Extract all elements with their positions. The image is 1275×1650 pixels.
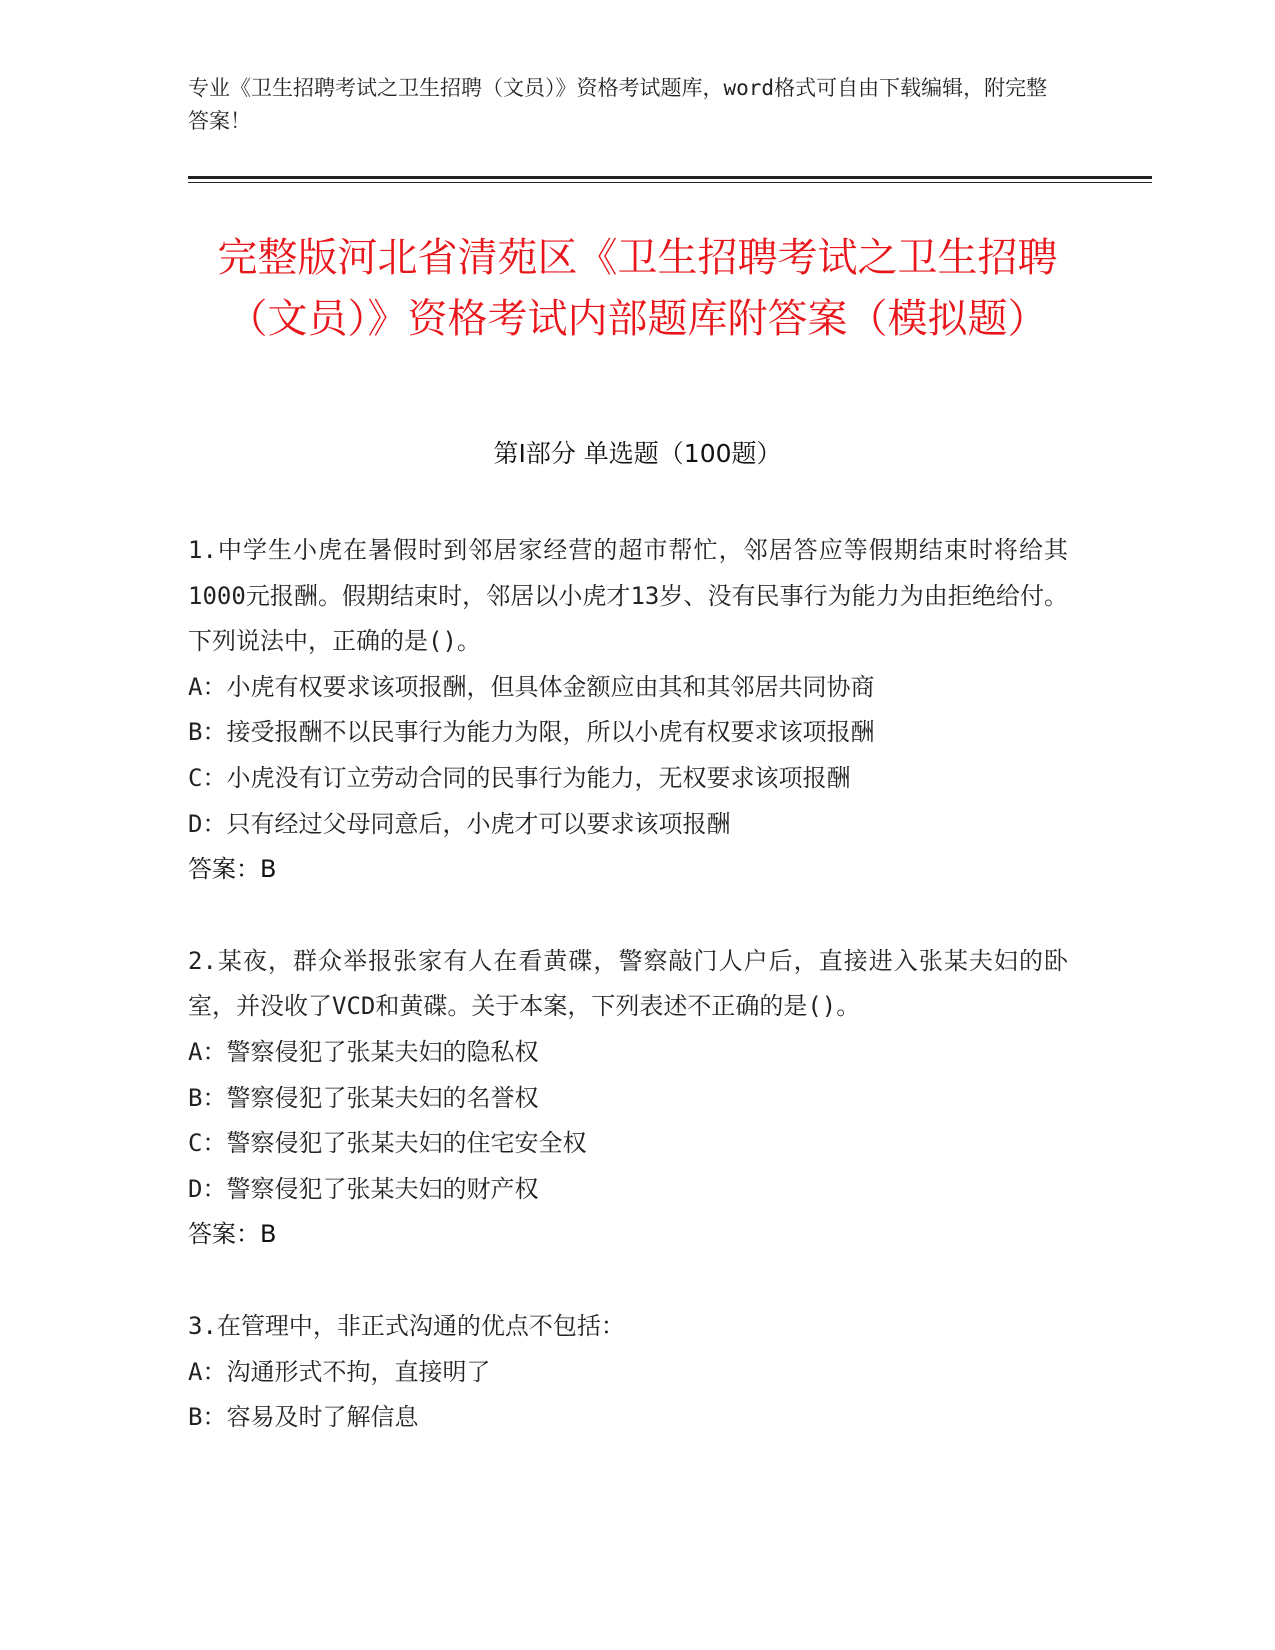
question-text: 2.某夜，群众举报张家有人在看黄碟，警察敲门人户后，直接进入张某夫妇的卧室，并没收了VCD和黄碟。关于本案，下列表述不正确的是()。 (188, 946, 1068, 1021)
question-list (188, 528, 1068, 1487)
option-a: A：小虎有权要求该项报酬，但具体金额应由其和其邻居共同协商 (188, 672, 875, 701)
answer-line: 答案：B (188, 1220, 277, 1249)
question-text: 1.中学生小虎在暑假时到邻居家经营的超市帮忙，邻居答应等假期结束时将给其1000元报酬。假期结束时，邻居以小虎才13岁、没有民事行为能力为由拒绝给付。下列说法中，正确的是()。 (188, 536, 1068, 656)
header-rule-thin (188, 182, 1152, 183)
answer-line: 答案：B (188, 855, 277, 884)
option-c: C：小虎没有订立劳动合同的民事行为能力，无权要求该项报酬 (188, 763, 851, 792)
question-3 (188, 1304, 1068, 1441)
option-b: B：容易及时了解信息 (188, 1403, 419, 1432)
question-2 (188, 939, 1068, 1258)
document-title: 完整版河北省清苑区《卫生招聘考试之卫生招聘（文员）》资格考试内部题库附答案（模拟题） (217, 235, 1058, 342)
option-d: D：警察侵犯了张某夫妇的财产权 (188, 1174, 539, 1203)
question-1 (188, 528, 1068, 893)
section-heading: 第Ⅰ部分 单选题（100题） (493, 439, 782, 468)
option-a: A：沟通形式不拘，直接明了 (188, 1357, 491, 1386)
option-d: D：只有经过父母同意后，小虎才可以要求该项报酬 (188, 809, 731, 838)
header-note: 专业《卫生招聘考试之卫生招聘（文员）》资格考试题库，word格式可自由下载编辑，附完整答案！ (188, 76, 1048, 133)
header-rule-thick (188, 176, 1152, 179)
option-c: C：警察侵犯了张某夫妇的住宅安全权 (188, 1129, 587, 1158)
option-a: A：警察侵犯了张某夫妇的隐私权 (188, 1037, 539, 1066)
question-text: 3.在管理中，非正式沟通的优点不包括： (188, 1311, 625, 1340)
option-b: B：接受报酬不以民事行为能力为限，所以小虎有权要求该项报酬 (188, 718, 875, 747)
option-b: B：警察侵犯了张某夫妇的名誉权 (188, 1083, 539, 1112)
